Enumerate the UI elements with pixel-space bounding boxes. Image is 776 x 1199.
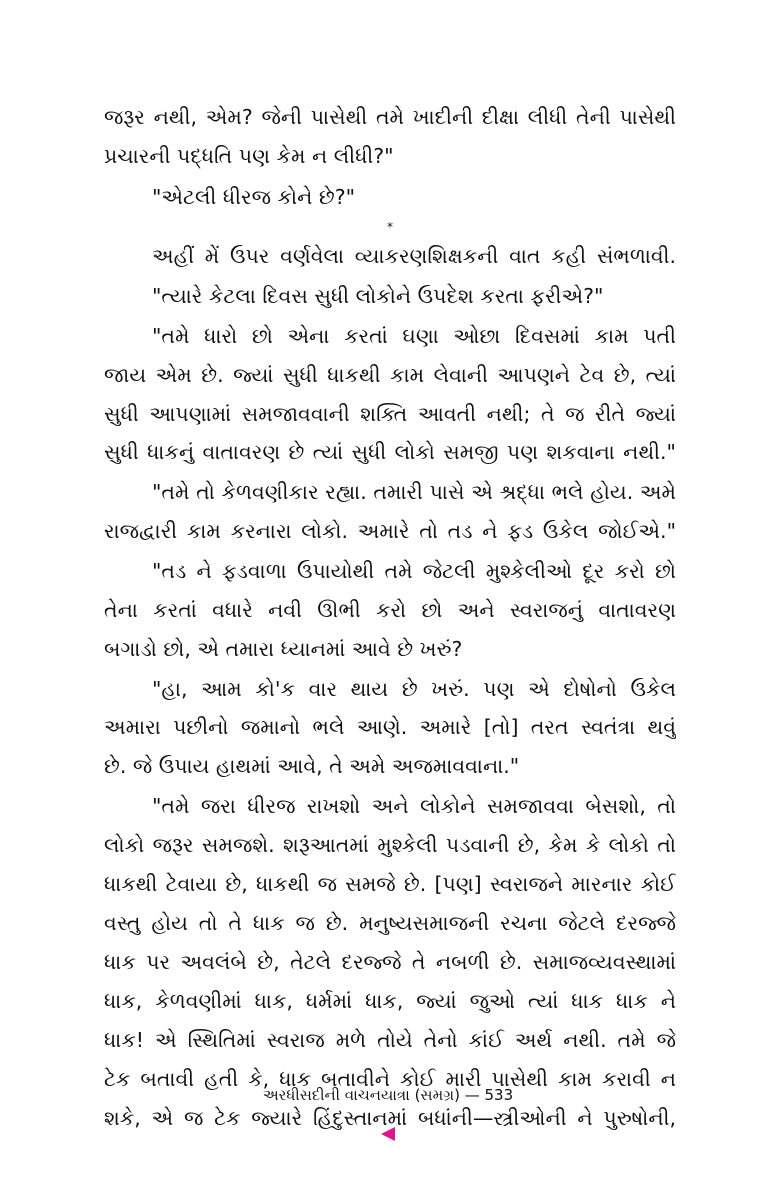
text-line: ધાકથી ટેવાયા છે, ધાકથી જ સમજે છે. [પણ] સ્વરાજને મારનાર કોઈ (104, 872, 676, 896)
text-line: સુધી ધાકનું વાતાવરણ છે ત્યાં સુધી લોકો સમજી પણ શકવાના નથી." (104, 440, 676, 464)
text-line: શકે, એ જ ટેક જ્યારે હિંદુસ્તાનમાં બધાંની—સ્ત્રીઓની ને પુરુષોની, (104, 1106, 676, 1130)
text-line: પ્રચારની પદ્ધતિ પણ કેમ ન લીધી?" (104, 144, 394, 168)
text-line: જરૂર નથી, એમ? જેની પાસેથી તમે ખાદીની દીક્ષા લીધી તેની પાસેથી (104, 105, 676, 129)
text-line: "તમે તો કેળવણીકાર રહ્યા. તમારી પાસે એ શ્રદ્ધા ભલે હોય. અમે (152, 480, 676, 504)
text-line: અહીં મેં ઉપર વર્ણવેલા વ્યાકરણશિક્ષકની વાત કહી સંભળાવી. (152, 244, 676, 268)
text-line: રાજદ્વારી કામ કરનારા લોકો. અમારે તો તડ ને ફડ ઉકેલ જોઈએ." (104, 519, 676, 543)
previous-page-button[interactable] (380, 1126, 396, 1142)
text-line: વસ્તુ હોય તો તે ધાક જ છે. મનુષ્યસમાજની રચના જેટલે દરજ્જે (104, 911, 676, 935)
text-line: બગાડો છો, એ તમારા ધ્યાનમાં આવે છે ખરું? (104, 637, 463, 661)
section-separator: * (387, 220, 393, 234)
text-line: "હા, આમ કો'ક વાર થાય છે ખરું. પણ એ દોષોનો ઉકેલ (152, 677, 676, 701)
text-line: લોકો જરૂર સમજશે. શરૂઆતમાં મુશ્કેલી પડવાની છે, કેમ કે લોકો તો (104, 833, 676, 857)
text-line: સુધી આપણામાં સમજાવવાની શક્તિ આવતી નથી; તે જ રીતે જ્યાં (104, 402, 676, 426)
text-line: "એટલી ધીરજ કોને છે?" (152, 185, 356, 209)
text-line: "ત્યારે કેટલા દિવસ સુધી લોકોને ઉપદેશ કરતા ફરીએ?" (152, 284, 604, 308)
text-line: અમારા પછીનો જમાનો ભલે આણે. અમારે [તો] તરત સ્વતંત્રા થવું (104, 715, 676, 739)
text-line: ટેક બતાવી હતી કે, ધાક બતાવીને કોઈ મારી પાસેથી કામ કરાવી ન (104, 1067, 676, 1091)
text-line: ધાક, કેળવણીમાં ધાક, ધર્મમાં ધાક, જ્યાં જુઓ ત્યાં ધાક ધાક ને (104, 989, 676, 1013)
text-line: ધાક! એ સ્થિતિમાં સ્વરાજ મળે તોયે તેનો કાંઈ અર્થ નથી. તમે જે (104, 1028, 676, 1052)
text-line: છે. જે ઉપાય હાથમાં આવે, તે અમે અજમાવવાના." (104, 754, 520, 778)
page-footer: અરધીસદીની વાચનયાત્રા (સમગ્ર) — 533 (262, 1086, 514, 1104)
text-line: "તડ ને ફડવાળા ઉપાયોથી તમે જેટલી મુશ્કેલીઓ દૂર કરો છો (152, 559, 676, 583)
text-line: તેના કરતાં વધારે નવી ઊભી કરો છો અને સ્વરાજનું વાતાવરણ (104, 598, 676, 622)
text-line: જાય એમ છે. જ્યાં સુધી ધાકથી કામ લેવાની આપણને ટેવ છે, ત્યાં (104, 363, 676, 387)
text-line: ધાક પર અવલંબે છે, તેટલે દરજ્જે તે નબળી છે. સમાજવ્યવસ્થામાં (104, 950, 676, 974)
text-line: "તમે જરા ધીરજ રાખશો અને લોકોને સમજાવવા બેસશો, તો (152, 794, 676, 818)
triangle-left-icon (380, 1126, 396, 1142)
text-line: "તમે ધારો છો એના કરતાં ઘણા ઓછા દિવસમાં કામ પતી (152, 324, 676, 348)
